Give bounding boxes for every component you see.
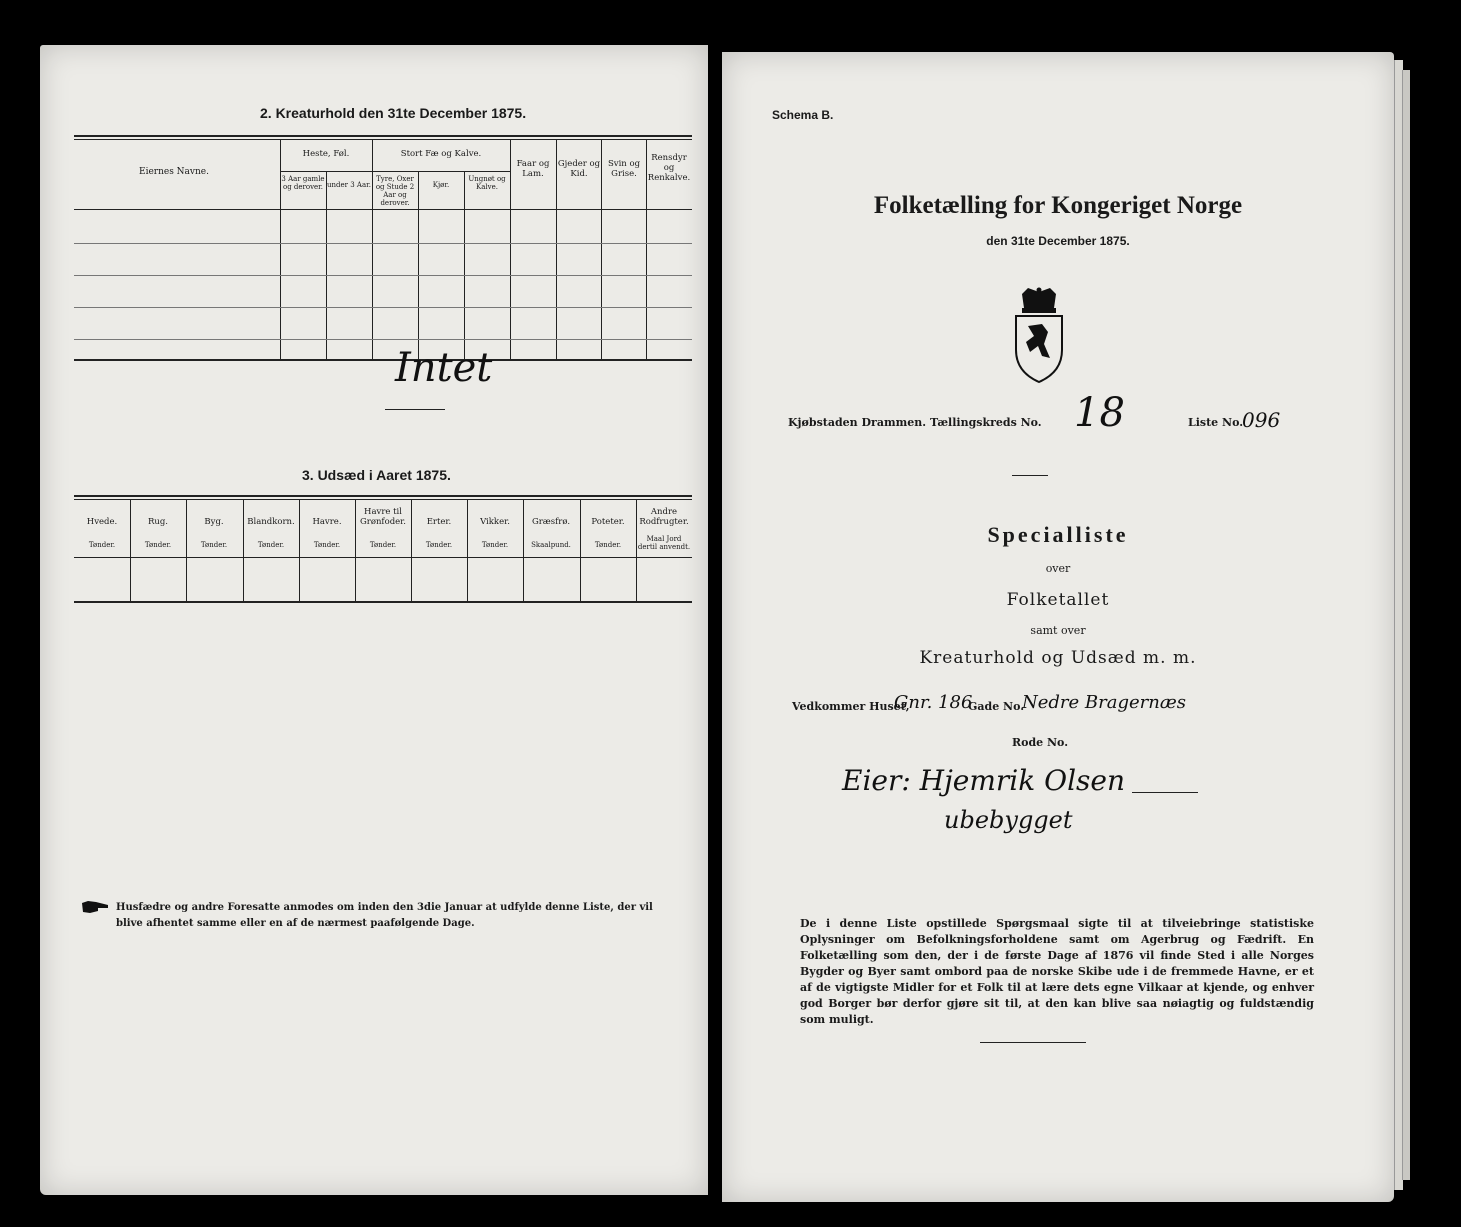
- seed-column-header: Byg.: [204, 517, 224, 527]
- seed-column-unit: Skaalpund.: [531, 541, 571, 549]
- left-page: [40, 45, 708, 1195]
- owner-handwriting: Eier: Hjemrik Olsen: [842, 764, 1125, 797]
- kreaturhold-title: Kreaturhold og Udsæd m. m.: [919, 648, 1197, 668]
- rode-label: Rode No.: [1012, 736, 1069, 749]
- seed-column-unit: Tønder.: [144, 541, 172, 549]
- cattle-sub-2: Kjør.: [432, 181, 450, 189]
- sheep-header: Faar og Lam.: [516, 159, 550, 179]
- right-page: [722, 52, 1394, 1202]
- seed-column-unit: Tønder.: [88, 541, 116, 549]
- pointing-hand-icon: [80, 899, 110, 915]
- horses-header: Heste, Føl.: [302, 149, 350, 159]
- census-title: Folketælling for Kongeriget Norge: [873, 192, 1243, 219]
- seed-column-unit: Tønder.: [313, 541, 341, 549]
- samt-over-text: samt over: [1030, 624, 1086, 637]
- notice-text: Husfædre og andre Foresatte anmodes om inden den 3die Januar at udfylde denne Liste, der vil blive afhentet samme eller en af de nærmest paafølgende Dage.: [116, 902, 653, 929]
- seed-column-header: Havre.: [312, 517, 342, 527]
- schema-label: Schema B.: [772, 108, 834, 122]
- seed-column-header: Rug.: [147, 517, 169, 527]
- seed-column-header: Poteter.: [591, 517, 625, 527]
- cattle-sub-3: Ungnøt og Kalve.: [468, 175, 506, 191]
- goats-header: Gjeder og Kid.: [557, 159, 601, 179]
- street-label: Gade No.: [968, 700, 1025, 713]
- handwritten-none-mark: Intet: [395, 345, 493, 391]
- house-value: Gnr. 186.: [894, 692, 979, 713]
- seed-column-unit: Tønder.: [425, 541, 453, 549]
- town-label: Kjøbstaden Drammen.: [788, 416, 927, 429]
- horses-sub-2: under 3 Aar.: [327, 181, 371, 189]
- unbuilt-handwriting: ubebygget: [944, 806, 1073, 834]
- census-district-label: Tællingskreds No.: [930, 416, 1042, 429]
- section-2-title: 2. Kreaturhold den 31te December 1875.: [260, 105, 527, 121]
- horses-sub-1: 3 Aar gamle og derover.: [281, 175, 325, 191]
- cattle-header: Stort Fæ og Kalve.: [400, 149, 482, 159]
- cattle-sub-1: Tyre, Oxer og Stude 2 Aar og derover.: [375, 175, 415, 207]
- pigs-header: Svin og Grise.: [607, 159, 641, 179]
- seed-table: [74, 495, 692, 655]
- street-value: Nedre Bragernæs: [1022, 692, 1186, 713]
- census-date: den 31te December 1875.: [986, 234, 1130, 248]
- seed-column-header: Erter.: [426, 517, 452, 527]
- footer-explanation: De i denne Liste opstillede Spørgsmaal sigte til at tilveiebringe statistiske Oplysninger om Befolkningsforholdene samt om Agerbrug og Fædrift. En Folketælling som den, der i de første Dage af 1876 vil finde Sted i alle Norges Bygder og Byer samt ombord paa de norske Skibe ude i de fremmede Havne, er et af de vigtigste Midler for et Folk til at lære dets egne Vilkaar at kjende, og enhver god Borger bør derfor gjøre sit til, at den kan blive saa nøiagtig og fuldstændig som muligt.: [800, 917, 1314, 1026]
- seed-column-header: Havre til Grønfoder.: [359, 507, 406, 527]
- seed-column-header: Andre Rodfrugter.: [639, 507, 689, 527]
- section-3-title: 3. Udsæd i Aaret 1875.: [302, 467, 451, 483]
- coat-of-arms-icon: [1008, 286, 1070, 386]
- reindeer-header: Rensdyr og Renkalve.: [647, 153, 691, 183]
- specialliste-title: Specialliste: [987, 522, 1129, 547]
- list-number-label: Liste No.: [1188, 416, 1244, 429]
- owners-name-header: Eiernes Navne.: [139, 167, 209, 177]
- seed-column-unit: Tønder.: [369, 541, 397, 549]
- census-district-value: 18: [1074, 390, 1125, 436]
- seed-column-header: Græsfrø.: [531, 517, 571, 527]
- seed-column-unit: Tønder.: [200, 541, 228, 549]
- seed-column-unit: Maal Jord dertil anvendt.: [637, 535, 691, 551]
- seed-column-header: Blandkorn.: [247, 517, 295, 527]
- over-text-1: over: [1045, 562, 1071, 575]
- seed-column-unit: Tønder.: [594, 541, 622, 549]
- page-edge-2: [1402, 70, 1410, 1180]
- seed-column-header: Vikker.: [480, 517, 510, 527]
- house-label: Vedkommer Huset,: [792, 700, 910, 713]
- seed-column-unit: Tønder.: [257, 541, 285, 549]
- folketallet-title: Folketallet: [1006, 590, 1110, 610]
- seed-column-header: Hvede.: [86, 517, 118, 527]
- seed-column-unit: Tønder.: [481, 541, 509, 549]
- livestock-table: [74, 135, 692, 395]
- list-number-value: 096: [1242, 408, 1281, 432]
